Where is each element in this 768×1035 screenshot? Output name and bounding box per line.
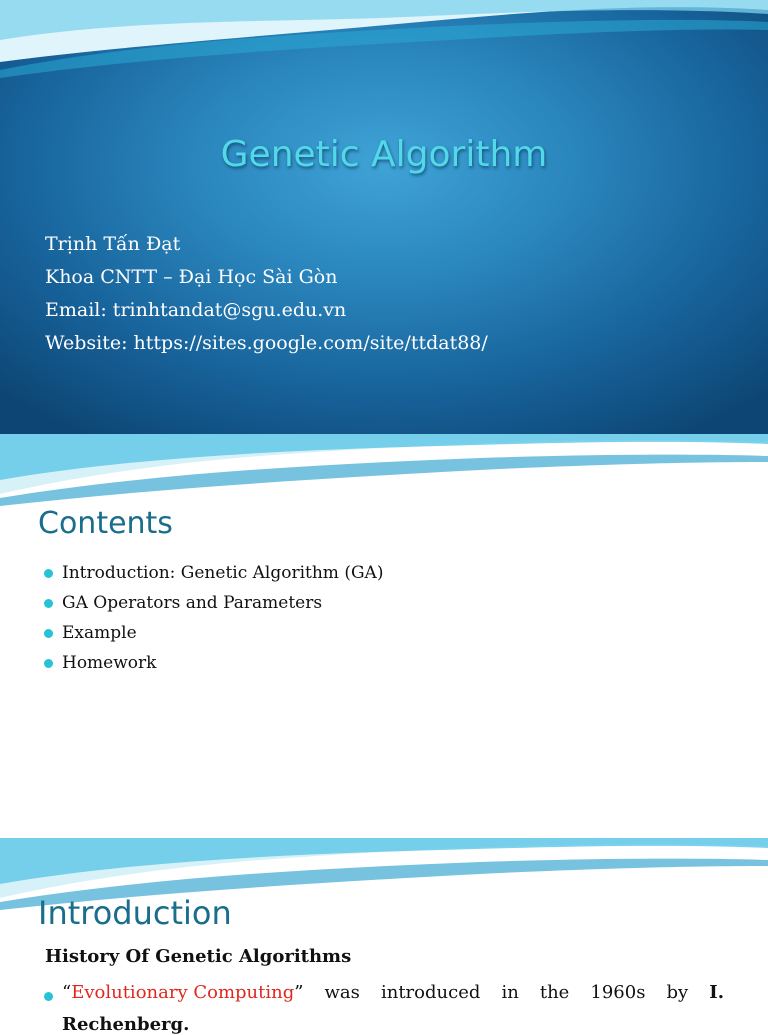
intro-word: was: [324, 982, 360, 1003]
bullet-icon: [44, 659, 53, 668]
title-slide: [0, 0, 768, 434]
intro-bullet: [44, 982, 724, 1003]
contents-slide: [0, 434, 768, 838]
intro-word: in: [501, 982, 519, 1003]
author-email: Email: trinhtandat@sgu.edu.vn: [45, 299, 347, 321]
intro-word: the: [539, 982, 570, 1003]
highlight-text: Evolutionary Computing: [71, 982, 295, 1003]
list-item: [44, 588, 383, 618]
author-department: Khoa CNTT – Đại Học Sài Gòn: [45, 266, 338, 288]
introduction-heading: Introduction: [38, 894, 232, 932]
list-item-label: Homework: [62, 653, 157, 673]
intro-word: 1960s: [590, 982, 646, 1003]
bullet-icon: [44, 569, 53, 578]
author-info: [45, 228, 488, 360]
author-website: Website: https://sites.google.com/site/ttdat88/: [45, 332, 488, 354]
intro-phrase: [62, 982, 303, 1003]
list-item: [44, 558, 383, 588]
list-item-label: GA Operators and Parameters: [62, 593, 323, 613]
wave-decoration: [0, 434, 768, 506]
close-quote: ”: [294, 982, 304, 1003]
slide-title: Genetic Algorithm: [220, 134, 548, 175]
bullet-icon: [44, 599, 53, 608]
author-initial: I.: [709, 982, 724, 1003]
author-name: Trịnh Tấn Đạt: [45, 233, 181, 255]
intro-continuation: Rechenberg.: [62, 1014, 190, 1035]
bullet-icon: [44, 992, 53, 1001]
list-item: [44, 618, 383, 648]
contents-heading: Contents: [38, 506, 173, 541]
intro-word: by: [666, 982, 689, 1003]
intro-word: introduced: [380, 982, 481, 1003]
list-item-label: Introduction: Genetic Algorithm (GA): [62, 563, 384, 583]
introduction-slide: [0, 838, 768, 1035]
open-quote: “: [62, 982, 72, 1003]
wave-decoration: [0, 0, 768, 78]
list-item-label: Example: [62, 623, 137, 643]
contents-list: [44, 558, 383, 678]
history-subheading: History Of Genetic Algorithms: [45, 946, 352, 967]
bullet-icon: [44, 629, 53, 638]
list-item: [44, 648, 383, 678]
